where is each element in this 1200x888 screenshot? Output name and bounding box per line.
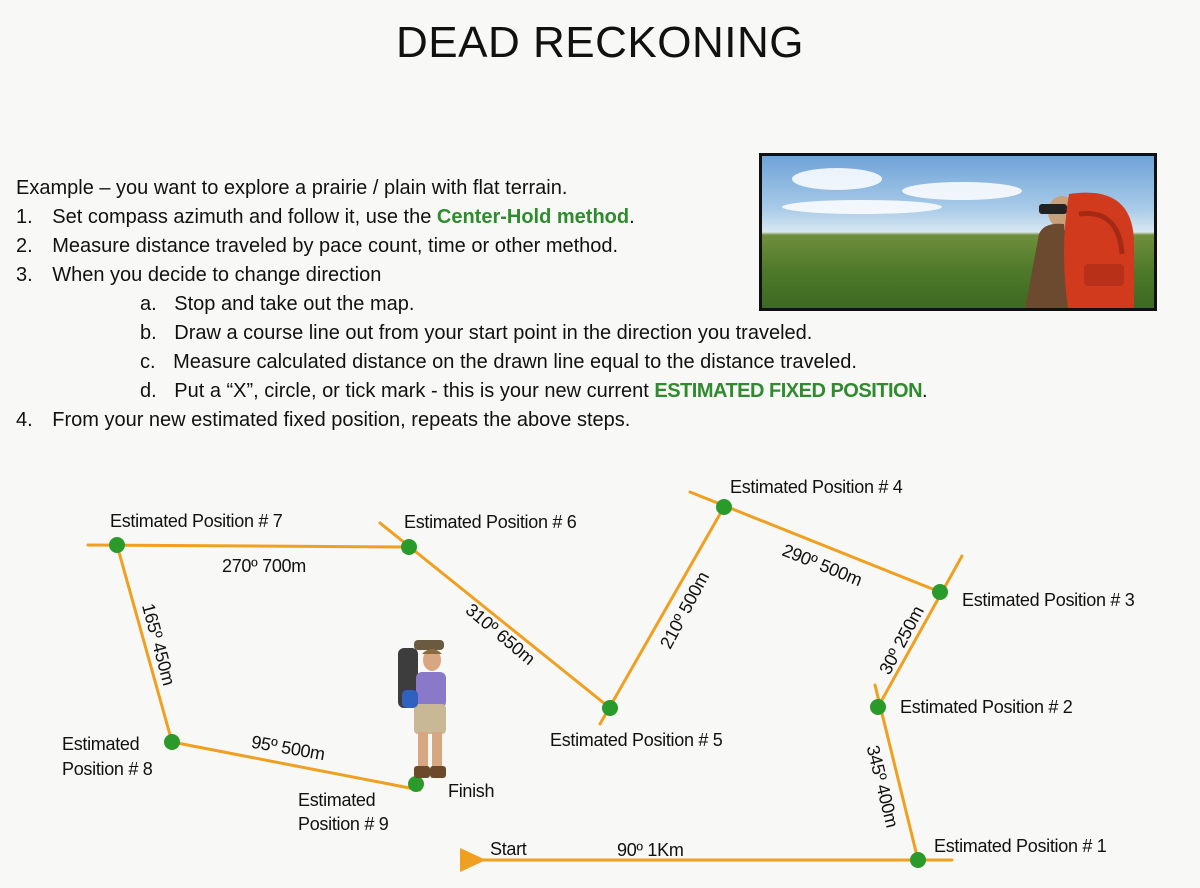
- step-text: Set compass azimuth and follow it, use the: [52, 206, 437, 228]
- leg-5-line: [600, 507, 724, 724]
- leg-7-line: [88, 545, 409, 547]
- ep1-label: Estimated Position # 1: [934, 836, 1107, 856]
- substep-text: Put a “X”, circle, or tick mark - this is your new current: [174, 380, 655, 402]
- finish-label: Finish: [448, 781, 495, 801]
- ep9-label-line1: Estimated: [298, 790, 376, 810]
- substep-tail: .: [922, 380, 928, 402]
- leg-3-label: 30º 250m: [875, 602, 928, 678]
- substep-letter: b.: [140, 322, 157, 344]
- leg-6-label: 310º 650m: [461, 599, 539, 669]
- point-ep1: [910, 852, 926, 868]
- point-ep7: [109, 537, 125, 553]
- substep-letter: c.: [140, 351, 156, 373]
- ep9-label-line2: Position # 9: [298, 814, 389, 834]
- leg-5-label: 210º 500m: [656, 568, 714, 653]
- start-label: Start: [490, 839, 527, 859]
- ep8-label-line1: Estimated: [62, 734, 140, 754]
- point-ep2: [870, 699, 886, 715]
- point-ep8: [164, 734, 180, 750]
- step-tail: .: [629, 206, 635, 228]
- leg-3-line: [878, 556, 962, 707]
- substep-letter: a.: [140, 293, 157, 315]
- point-ep6: [401, 539, 417, 555]
- step-text: When you decide to change direction: [52, 264, 382, 286]
- point-ep3: [932, 584, 948, 600]
- ep8-label-line2: Position # 8: [62, 759, 153, 779]
- step-number: 4.: [16, 409, 33, 431]
- ep5-label: Estimated Position # 5: [550, 730, 723, 750]
- ep2-label: Estimated Position # 2: [900, 697, 1073, 717]
- leg-9-label: 95º 500m: [249, 731, 327, 765]
- point-ep4: [716, 499, 732, 515]
- page-title: DEAD RECKONING: [396, 18, 804, 67]
- substep-letter: d.: [140, 380, 157, 402]
- ep7-label: Estimated Position # 7: [110, 511, 283, 531]
- step-number: 2.: [16, 235, 33, 257]
- leg-2-label: 345º 400m: [862, 743, 903, 830]
- backpacker-figure-icon: [398, 640, 446, 778]
- substep-text: Stop and take out the map.: [174, 293, 415, 315]
- leg-4-label: 290º 500m: [779, 540, 865, 591]
- leg-8-label: 165º 450m: [137, 601, 180, 688]
- step-number: 1.: [16, 206, 33, 228]
- point-ep9: [408, 776, 424, 792]
- step-text: Measure distance traveled by pace count, time or other method.: [52, 235, 619, 257]
- step-text: From your new estimated fixed position, repeats the above steps.: [52, 409, 631, 431]
- substep-text: Draw a course line out from your start point in the direction you traveled.: [174, 322, 813, 344]
- step-number: 3.: [16, 264, 33, 286]
- substep-text: Measure calculated distance on the drawn line equal to the distance traveled.: [173, 351, 857, 373]
- center-hold-highlight: Center-Hold method: [436, 206, 630, 228]
- intro-text: Example – you want to explore a prairie / plain with flat terrain.: [16, 177, 568, 199]
- ep4-label: Estimated Position # 4: [730, 477, 903, 497]
- estimated-fixed-position-highlight: ESTIMATED FIXED POSITION: [654, 380, 923, 402]
- leg-1-label: 90º 1Km: [617, 840, 684, 860]
- ep6-label: Estimated Position # 6: [404, 512, 577, 532]
- leg-7-label: 270º 700m: [222, 556, 306, 576]
- start-marker-icon: [460, 848, 486, 872]
- ep3-label: Estimated Position # 3: [962, 590, 1135, 610]
- point-ep5: [602, 700, 618, 716]
